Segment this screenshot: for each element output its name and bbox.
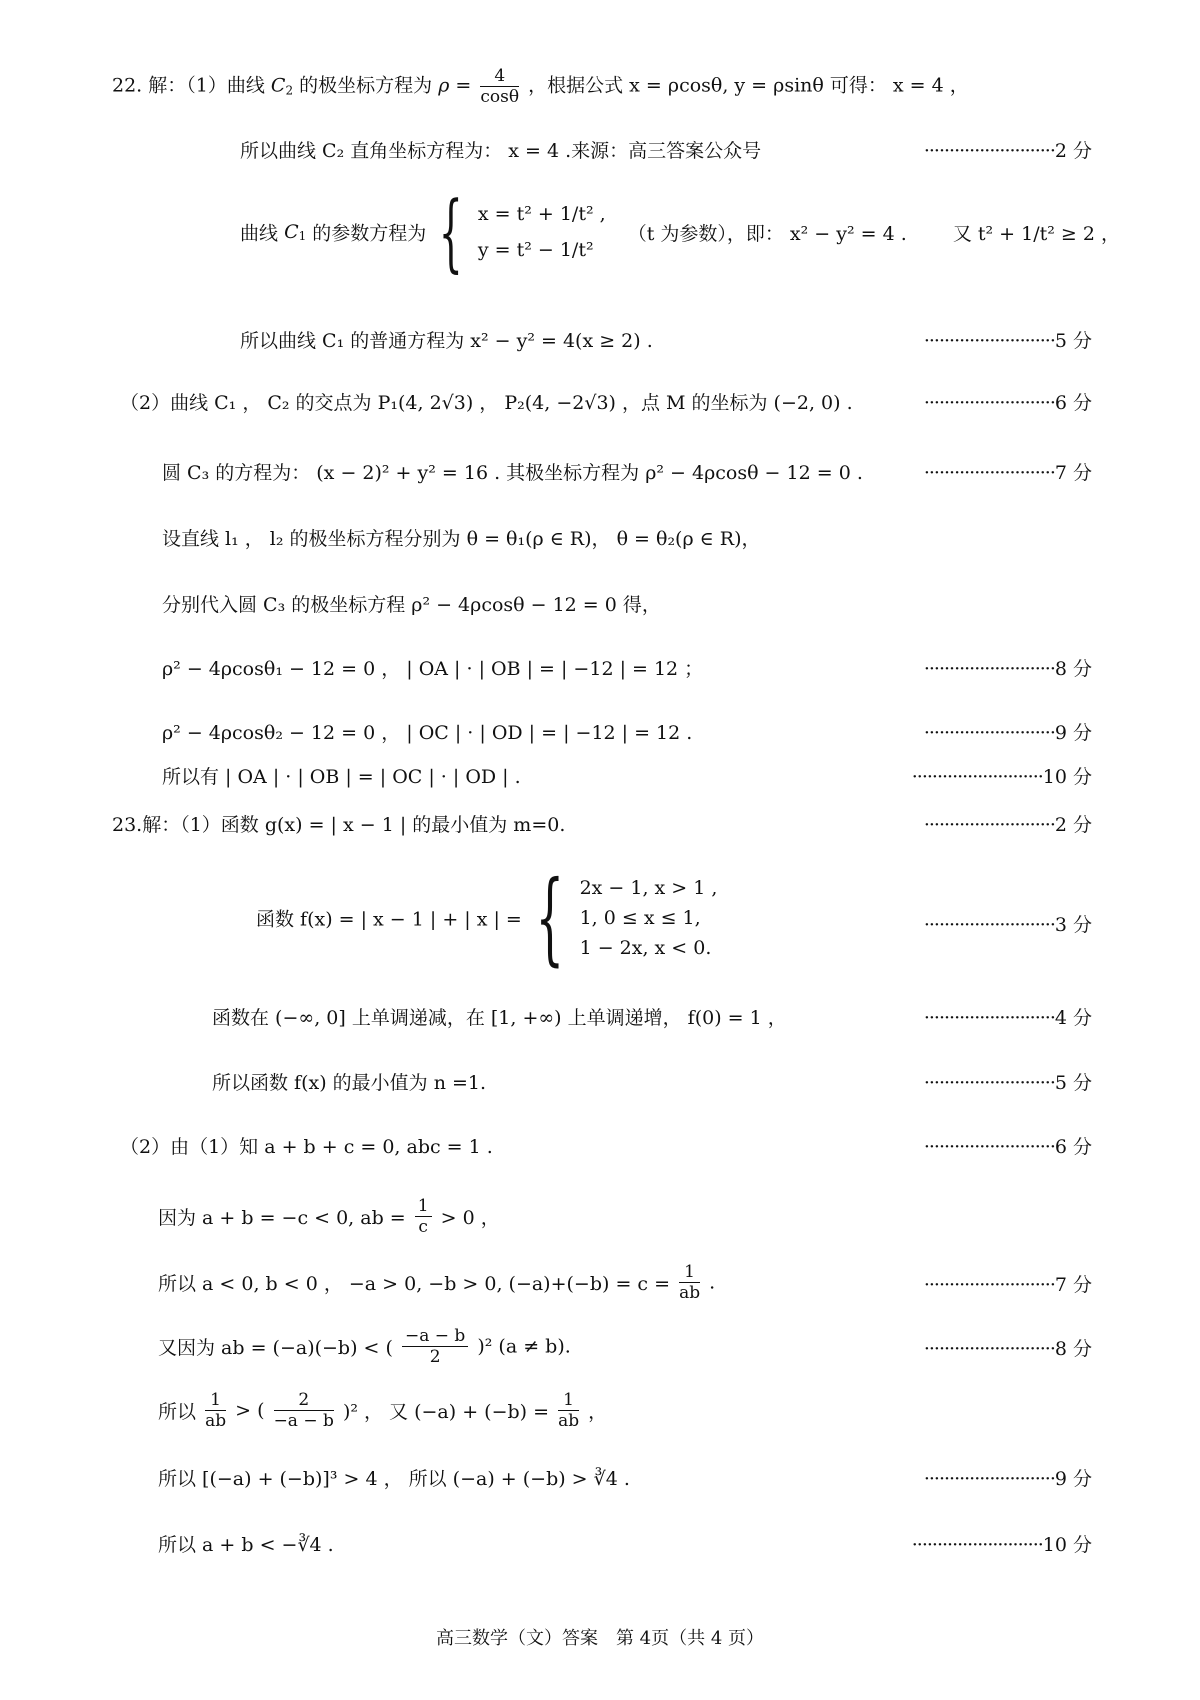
q23-part2-line-3: 所以 a < 0, b < 0 ， −a > 0, −b > 0, (−a)+(−b) = c = $\frac{1}{ab}$ . <box>158 1262 716 1303</box>
q22-part2-line-7: 所以有 | OA | · | OB | = | OC | · | OD | . <box>162 766 521 788</box>
score-mark: ··························6 分 <box>923 392 1092 414</box>
q23-part2-line-1: （2）由（1）知 a + b + c = 0, abc = 1 . <box>120 1136 493 1158</box>
score-mark: ··························2 分 <box>923 814 1092 836</box>
score-mark: ··························9 分 <box>923 1468 1092 1490</box>
q22-part2-line-2: 圆 C₃ 的方程为： (x − 2)² + y² = 16 . 其极坐标方程为 ρ² − 4ρcosθ − 12 = 0 . <box>162 462 863 484</box>
q22-line-1: 22. 解：（1）曲线 $C_2$ 的极坐标方程为 ρ = $\frac{4}{\cos\theta}$ ，根据公式 x = ρcosθ, y = ρsinθ 可得： x = 4 ， <box>112 66 969 107</box>
score-mark: ··························5 分 <box>923 330 1092 352</box>
score-mark: ··························8 分 <box>923 658 1092 680</box>
q23-part2-line-7: 所以 a + b < −∛4 . <box>158 1534 334 1556</box>
parametric-system: x = t² + 1/t² , y = t² − 1/t² <box>477 203 606 261</box>
score-mark: ··························9 分 <box>923 722 1092 744</box>
q22-part2-line-4: 分别代入圆 C₃ 的极坐标方程 ρ² − 4ρcosθ − 12 = 0 得， <box>162 594 661 616</box>
fraction: $\frac{-a - b}{2}$ <box>402 1326 468 1367</box>
q22-part2-line-3: 设直线 l₁ ， l₂ 的极坐标方程分别为 θ = θ₁(ρ ∈ R)， θ = θ₂(ρ ∈ R)， <box>162 528 761 550</box>
score-mark: ··························6 分 <box>923 1136 1092 1158</box>
q22-line-2: 所以曲线 C₂ 直角坐标方程为： x = 4 .来源：高三答案公众号 <box>240 140 762 162</box>
q23-line-4: 所以函数 f(x) 的最小值为 n =1. <box>212 1072 487 1094</box>
score-mark: ··························5 分 <box>923 1072 1092 1094</box>
score-mark: ··························7 分 <box>923 1274 1092 1296</box>
q23-part2-line-2: 因为 a + b = −c < 0, ab = $\frac{1}{c}$ > 0 ， <box>158 1196 500 1237</box>
q22-part2-line-1: （2）曲线 C₁ ， C₂ 的交点为 P₁(4, 2√3) ， P₂(4, −2√3) ，点 M 的坐标为 (−2, 0) . <box>120 392 853 414</box>
q22-part2-line-5: ρ² − 4ρcosθ₁ − 12 = 0 ， | OA | · | OB | = | −12 | = 12 ； <box>162 658 704 680</box>
q22-line-4: 所以曲线 C₁ 的普通方程为 x² − y² = 4(x ≥ 2) . <box>240 330 653 352</box>
score-mark: ··························2 分 <box>923 140 1092 162</box>
q23-part2-line-4: 又因为 ab = (−a)(−b) < ( $\frac{-a - b}{2}$ )² (a ≠ b). <box>158 1326 571 1367</box>
fraction: $\frac{1}{ab}$ <box>558 1390 580 1431</box>
q22-intro: 22. 解：（1）曲线 <box>112 74 265 97</box>
q23-line-3: 函数在 (−∞, 0] 上单调递减，在 [1, +∞) 上单调递增， f(0) = 1 ， <box>212 1007 787 1029</box>
fraction: $\frac{1}{ab}$ <box>205 1390 227 1431</box>
piecewise-system: 2x − 1, x > 1 , 1, 0 ≤ x ≤ 1, 1 − 2x, x < 0. <box>579 877 718 959</box>
score-mark: ··························10 分 <box>911 766 1092 788</box>
fraction: $\frac{1}{c}$ <box>415 1196 432 1237</box>
fraction: $\frac{1}{ab}$ <box>679 1262 701 1303</box>
q23-part2-line-6: 所以 [(−a) + (−b)]³ > 4 ， 所以 (−a) + (−b) > ∛4 . <box>158 1468 630 1490</box>
q23-part2-line-5: 所以 $\frac{1}{ab}$ > ( $\frac{2}{-a - b}$ )² ， 又 (−a) + (−b) = $\frac{1}{ab}$ ， <box>158 1390 608 1431</box>
brace-icon: { <box>439 183 464 281</box>
score-mark: ··························8 分 <box>923 1338 1092 1360</box>
q22-part2-line-6: ρ² − 4ρcosθ₂ − 12 = 0 ， | OC | · | OD | = | −12 | = 12 . <box>162 722 693 744</box>
fraction: $\frac{4}{\cos\theta}$ <box>480 66 520 107</box>
q23-line-1: 23.解：（1）函数 g(x) = | x − 1 | 的最小值为 m=0. <box>112 814 566 836</box>
q23-line-2: 函数 f(x) = | x − 1 | + | x | = { 2x − 1, x > 1 , 1, 0 ≤ x ≤ 1, 1 − 2x, x < 0. <box>256 859 718 976</box>
score-mark: ··························10 分 <box>911 1534 1092 1556</box>
fraction: $\frac{2}{-a - b}$ <box>273 1390 334 1431</box>
q22-line-3: 曲线 $C_1$ 的参数方程为 { x = t² + 1/t² , y = t² − 1/t² （t 为参数），即： x² − y² = 4 . 又 t² + 1/t² ≥ 2 ， <box>240 183 1120 281</box>
score-mark: ··························7 分 <box>923 462 1092 484</box>
score-mark: ··························4 分 <box>923 1007 1092 1029</box>
brace-icon: { <box>535 859 565 976</box>
score-mark: ··························3 分 <box>923 914 1092 936</box>
page-footer: 高三数学（文）答案 第 4页（共 4 页） <box>435 1628 765 1649</box>
